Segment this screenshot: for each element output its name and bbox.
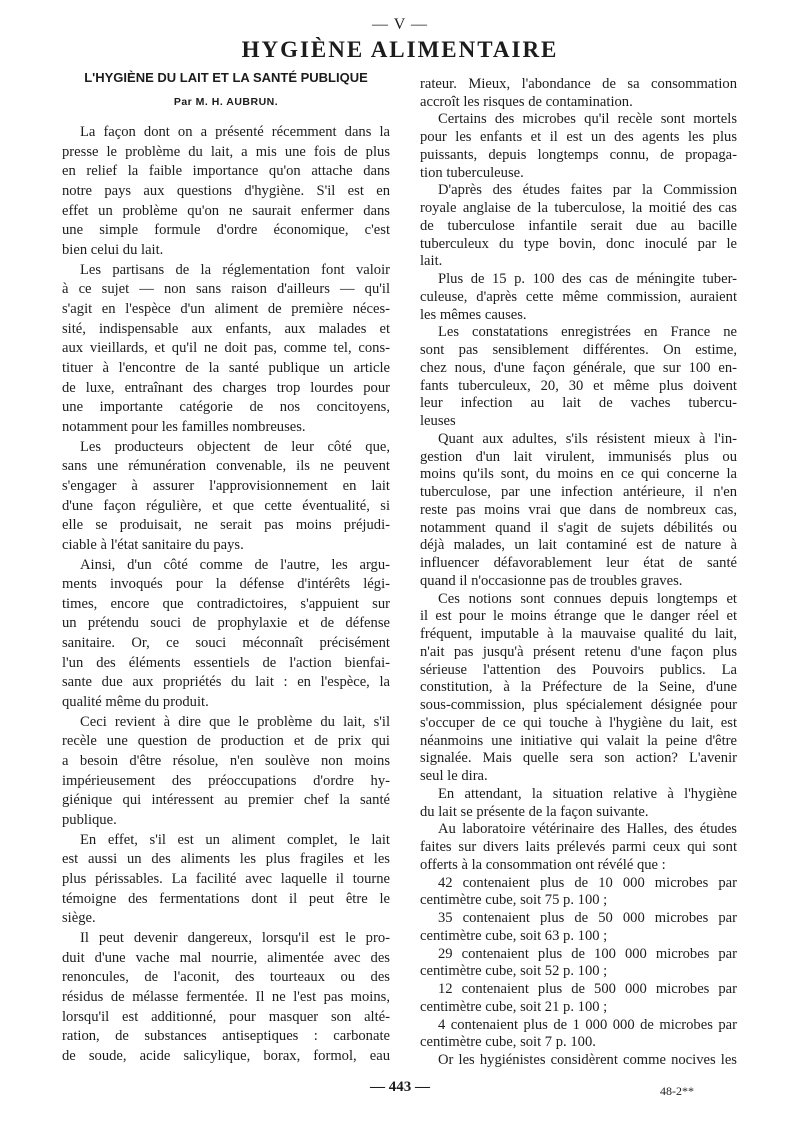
text-line: aux vieillards, et qu'il ne doit pas, comme tel, cons- bbox=[62, 340, 390, 356]
text-line: centimètre cube, soit 7 p. 100. bbox=[420, 1034, 596, 1050]
text-line: Ainsi, d'un côté comme de l'autre, les argu- bbox=[80, 557, 390, 573]
text-line: de soude, acide salicylique, borax, formol, eau bbox=[62, 1048, 390, 1064]
text-line: lorsqu'il est additionné, pour masquer son alté- bbox=[62, 1009, 390, 1025]
text-line: Certains des microbes qu'il recèle sont mortels bbox=[438, 111, 737, 127]
text-line: il est pour le moins étrange que le danger réel et bbox=[420, 608, 737, 624]
text-line: tuberculeux du type bovin, donc inoculé par le bbox=[420, 236, 737, 252]
page-number: — 443 — bbox=[370, 1079, 430, 1095]
text-line: En attendant, la situation relative à l'hygiène bbox=[438, 786, 737, 802]
text-line: Ceci revient à dire que le problème du lait, s'il bbox=[80, 714, 390, 730]
text-line: times, encore que contradictoires, s'appuient sur bbox=[62, 596, 390, 612]
text-line: tuberculose, par une infection antérieure, il n'en bbox=[420, 484, 737, 500]
section-number: — V — bbox=[372, 16, 428, 33]
text-line: lait. bbox=[420, 253, 443, 269]
text-line: tion tuberculeuse. bbox=[420, 165, 524, 181]
text-line: à ce sujet — non sans raison d'ailleurs — qu'il bbox=[62, 281, 390, 297]
text-line: de luxe, entraînant des charges trop lourdes pour bbox=[62, 380, 390, 396]
text-line: a besoin d'être résolue, n'en soulève non moins bbox=[62, 753, 390, 769]
text-line: plus périssables. La facilité avec laquelle il tourne bbox=[62, 871, 390, 887]
text-line: s'engager à assurer l'approvisionnement en lait bbox=[62, 478, 390, 494]
text-line: rateur. Mieux, l'abondance de sa consommation bbox=[420, 76, 737, 92]
text-line: tituer à l'encontre de la santé publique un article bbox=[62, 360, 390, 376]
text-line: reste pas moins vrai que dans de nombreux cas, bbox=[420, 502, 737, 518]
text-line: royale anglaise de la tuberculose, la moitié des cas bbox=[420, 200, 737, 216]
text-line: une importante catégorie de nos concitoyens, bbox=[62, 399, 390, 415]
section-title: HYGIÈNE ALIMENTAIRE bbox=[241, 37, 559, 62]
text-line: sérieuse l'attention des Pouvoirs publics. La bbox=[420, 662, 737, 678]
text-line: chez nous, d'une façon générale, que sur 100 en- bbox=[420, 360, 737, 376]
text-line: qualité même du produit. bbox=[62, 694, 209, 710]
text-line: 35 contenaient plus de 50 000 microbes par bbox=[438, 910, 737, 926]
text-line: du lait se présente de la façon suivante. bbox=[420, 804, 649, 820]
text-line: duit d'une vache mal nourrie, alimentée avec des bbox=[62, 950, 390, 966]
text-line: Ces notions sont connues depuis longtemps et bbox=[438, 591, 737, 607]
text-line: notamment quand il s'agit de sujets débilités ou bbox=[420, 520, 737, 536]
text-line: d'une façon régulière, et que cette éventualité, si bbox=[62, 498, 390, 514]
text-line: faites sur divers laits prélevés parmi ceux qui sont bbox=[420, 839, 737, 855]
text-line: puissants, depuis longtemps connu, de propaga- bbox=[420, 147, 737, 163]
text-line: constitution, à la Préfecture de la Seine, d'une bbox=[420, 679, 737, 695]
text-line: siège. bbox=[62, 910, 96, 926]
text-line: 4 contenaient plus de 1 000 000 de microbes par bbox=[438, 1017, 737, 1033]
text-line: ciable à l'état sanitaire du pays. bbox=[62, 537, 244, 553]
article-author: Par M. H. AUBRUN. bbox=[173, 96, 279, 108]
text-line: Il peut devenir dangereux, lorsqu'il est le pro- bbox=[80, 930, 390, 946]
text-line: influencer défavorablement leur état de santé bbox=[420, 555, 737, 571]
text-line: en relief la faible importance qu'on attache dans bbox=[62, 163, 390, 179]
text-line: centimètre cube, soit 52 p. 100 ; bbox=[420, 963, 608, 979]
text-line: déjà malades, un lait contaminé est de nature à bbox=[420, 537, 737, 553]
text-line: moins qu'ils sont, du moins en ce qui concerne la bbox=[420, 466, 737, 482]
text-line: accroît les risques de contamination. bbox=[420, 94, 633, 110]
text-line: Quant aux adultes, s'ils résistent mieux à l'in- bbox=[438, 431, 737, 447]
text-line: pour les enfants et il est un des agents les plus bbox=[420, 129, 737, 145]
text-line: Or les hygiénistes considèrent comme nocives les bbox=[438, 1052, 737, 1068]
text-line: témoigne des fermentations dont il peut être le bbox=[62, 891, 390, 907]
text-line: 42 contenaient plus de 10 000 microbes par bbox=[438, 875, 737, 891]
text-line: La façon dont on a présenté récemment dans la bbox=[80, 124, 390, 140]
text-line: Les constatations enregistrées en France ne bbox=[438, 324, 737, 340]
text-line: 29 contenaient plus de 100 000 microbes par bbox=[438, 946, 737, 962]
text-line: les mêmes causes. bbox=[420, 307, 527, 323]
article-title: L'HYGIÈNE DU LAIT ET LA SANTÉ PUBLIQUE bbox=[84, 70, 368, 85]
text-line: impérieusement des préoccupations d'ordre hy- bbox=[62, 773, 390, 789]
text-line: sans une rémunération convenable, ils ne peuvent bbox=[62, 458, 390, 474]
text-line: offerts à la consommation ont révélé que : bbox=[420, 857, 666, 873]
text-line: fants tuberculeux, 20, 30 et même plus doivent bbox=[420, 378, 737, 394]
text-line: centimètre cube, soit 21 p. 100 ; bbox=[420, 999, 608, 1015]
text-line: gestion d'un lait virulent, immunisés plus ou bbox=[420, 449, 737, 465]
text-line: l'un des éléments essentiels de l'action bienfai- bbox=[62, 655, 390, 671]
text-line: fréquent, imputable à la mauvaise qualité du lait, bbox=[420, 626, 737, 642]
text-line: est aussi un des aliments les plus fragiles et les bbox=[62, 851, 390, 867]
text-line: publique. bbox=[62, 812, 117, 828]
text-line: Plus de 15 p. 100 des cas de méningite tuber- bbox=[438, 271, 737, 287]
text-line: quand il n'occasionne pas de troubles graves. bbox=[420, 573, 683, 589]
text-line: un prétendu souci de prophylaxie et de défense bbox=[62, 615, 390, 631]
text-line: elle se produisait, ne serait pas moins préjudi- bbox=[62, 517, 390, 533]
text-line: bien celui du lait. bbox=[62, 242, 164, 258]
text-line: Les partisans de la réglementation font valoir bbox=[80, 262, 390, 278]
text-line: centimètre cube, soit 63 p. 100 ; bbox=[420, 928, 608, 944]
text-line: Les producteurs objectent de leur côté que, bbox=[80, 439, 390, 455]
text-line: sante due aux propriétés du lait : en l'espèce, la bbox=[62, 674, 390, 690]
text-line: renoncules, de l'aconit, des tourteaux ou des bbox=[62, 969, 390, 985]
text-line: signalée. Mais quelle sera son action? L'avenir bbox=[420, 750, 737, 766]
text-line: seul le dira. bbox=[420, 768, 488, 784]
text-line: sanitaire. Or, ce souci méconnaît précisément bbox=[62, 635, 390, 651]
text-line: culeuse, d'après cette même commission, auraient bbox=[420, 289, 737, 305]
text-line: D'après des études faites par la Commission bbox=[438, 182, 737, 198]
text-line: n'ait pas jusqu'à présent retenu d'une façon plus bbox=[420, 644, 737, 660]
text-line: En effet, s'il est un aliment complet, le lait bbox=[80, 832, 390, 848]
text-line: giénique qui intéressent au premier chef la santé bbox=[62, 792, 390, 808]
text-line: Au laboratoire vétérinaire des Halles, des études bbox=[438, 821, 737, 837]
text-line: sité, indispensable aux enfants, aux malades et bbox=[62, 321, 390, 337]
text-line: une simple formule d'ordre économique, c'est bbox=[62, 222, 390, 238]
text-line: effet un problème qu'on ne saurait enfermer dans bbox=[62, 203, 390, 219]
text-line: presse le problème du lait, a mis une fois de plus bbox=[62, 144, 390, 160]
text-line: ration, de substances antiseptiques : carbonate bbox=[62, 1028, 390, 1044]
text-line: sous-commission, plus spécialement désignée pour bbox=[420, 697, 737, 713]
text-line: notre pays aux questions d'hygiène. S'il est en bbox=[62, 183, 390, 199]
text-line: notamment pour les familles nombreuses. bbox=[62, 419, 306, 435]
text-line: ments invoqués pour la défense d'intérêts légi- bbox=[62, 576, 390, 592]
text-line: s'agit en l'espèce d'un aliment de première néces- bbox=[62, 301, 390, 317]
text-line: centimètre cube, soit 75 p. 100 ; bbox=[420, 892, 608, 908]
text-line: résidus de mélasse fermentée. Il ne l'est pas moins, bbox=[62, 989, 390, 1005]
text-line: recèle une question de production et de prix qui bbox=[62, 733, 390, 749]
text-line: s'occuper de ce qui touche à l'hygiène du lait, est bbox=[420, 715, 737, 731]
text-line: néanmoins une initiative qui valait la peine d'être bbox=[420, 733, 737, 749]
signature-mark: 48-2** bbox=[660, 1084, 694, 1098]
text-line: sont pas sensiblement différentes. On estime, bbox=[420, 342, 737, 358]
text-line: de tuberculose infantile serait due au bacille bbox=[420, 218, 737, 234]
text-line: leuses bbox=[420, 413, 456, 429]
text-line: leur infection au lait de vaches tubercu- bbox=[420, 395, 737, 411]
text-line: 12 contenaient plus de 500 000 microbes par bbox=[438, 981, 737, 997]
